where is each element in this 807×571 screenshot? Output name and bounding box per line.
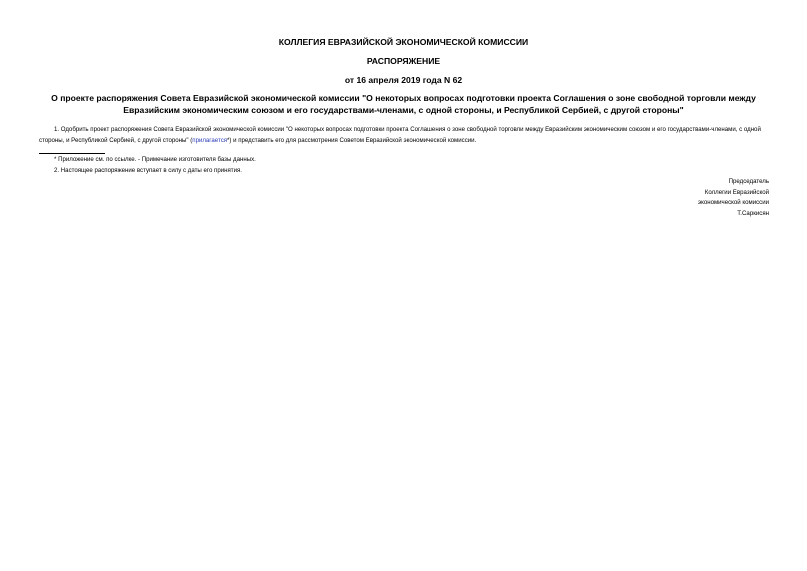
signature-title-line1: Председатель: [728, 178, 769, 185]
paragraph-1-text-start: 1. Одобрить проект распоряжения Совета Евразийской экономической комиссии "О некоторых вопросах подготовки проекта Соглашения о зоне свободной торговли между Евразийским экономическим союзом и его государствами-членами, с одной стороны, и Республикой Сербией, с другой стороны" (: [39, 126, 761, 144]
document-title: О проекте распоряжения Совета Евразийской экономической комиссии "О некоторых вопросах подготовки проекта Соглашения о зоне свободной торговли между Евразийским экономическим союзом и его государствами-членами, с одной стороны, и Республикой Сербией, с другой стороны": [51, 93, 756, 115]
signature-title-line2: Коллегии Евразийской: [704, 189, 769, 196]
document-date-line: от 16 апреля 2019 года N 62: [344, 75, 463, 85]
footnote-divider: [39, 153, 105, 154]
organization-heading: КОЛЛЕГИЯ ЕВРАЗИЙСКОЙ ЭКОНОМИЧЕСКОЙ КОМИССИИ: [278, 37, 529, 47]
footnote-text: * Приложение см. по ссылке. - Примечание изготовителя базы данных.: [54, 156, 256, 163]
signature-name: Т.Саркисян: [737, 210, 769, 217]
signature-title-line3: экономической комиссии: [697, 199, 769, 206]
paragraph-2: 2. Настоящее распоряжение вступает в силу с даты его принятия.: [54, 167, 242, 174]
appendix-link[interactable]: прилагается: [192, 137, 228, 144]
paragraph-1-text-end: *) и представить его для рассмотрения Советом Евразийской экономической комиссии.: [227, 137, 477, 144]
paragraph-1: [39, 124, 772, 146]
document-type-heading: РАСПОРЯЖЕНИЕ: [366, 56, 441, 66]
